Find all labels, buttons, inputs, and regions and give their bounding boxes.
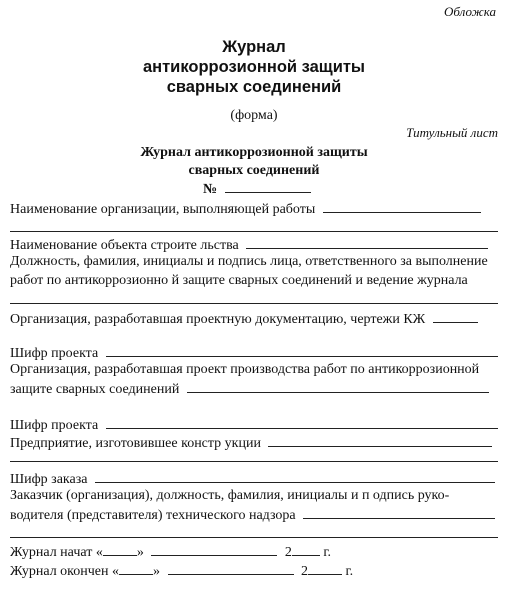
project-code-input-1[interactable]: [106, 344, 498, 357]
design-org-label: Организация, разработавшая проектную документацию, чертежи КЖ: [10, 312, 426, 327]
journal-title-line-3: сварных соединений: [166, 78, 342, 96]
header-title-line-2: сварных соединений: [188, 163, 320, 178]
ppr-org-label-1: Организация, разработавшая проект производства работ по антикоррозионной: [10, 362, 480, 377]
customer-input[interactable]: [303, 506, 495, 519]
journal-ended-label: Журнал окончен «: [10, 564, 120, 579]
project-code-label-2: Шифр проекта: [10, 418, 99, 433]
ppr-org-field: [10, 380, 489, 398]
journal-started-quote-close: »: [136, 545, 144, 560]
ppr-org-label-2: защите сварных соединений: [10, 382, 180, 397]
order-code-label: Шифр заказа: [10, 472, 88, 487]
journal-started-label: Журнал начат «: [10, 545, 103, 560]
journal-started-day-input[interactable]: [103, 543, 137, 556]
journal-ended-day-input[interactable]: [119, 562, 153, 575]
journal-title-line-2: антикоррозионной защиты: [142, 58, 366, 76]
number-field[interactable]: [225, 180, 311, 193]
number-label: №: [203, 182, 218, 197]
object-field: [10, 236, 488, 254]
project-code-field-2: [10, 416, 498, 434]
journal-ended-month-input[interactable]: [168, 562, 294, 575]
project-code-input-2[interactable]: [106, 416, 498, 429]
organization-label: Наименование организации, выполняющей работы: [10, 202, 316, 217]
object-label: Наименование объекта строите льства: [10, 238, 239, 253]
title-page-label: Титульный лист: [406, 125, 498, 140]
journal-ended-year-prefix: 2: [301, 564, 309, 579]
journal-ended-year-input[interactable]: [308, 562, 342, 575]
header-title-line-1: Журнал антикоррозионной защиты: [140, 145, 368, 160]
customer-line-2[interactable]: [10, 537, 498, 538]
organization-input[interactable]: [323, 200, 481, 213]
design-org-field: [10, 310, 478, 328]
journal-started-year-suffix: г.: [323, 545, 332, 560]
journal-started-year-prefix: 2: [284, 545, 292, 560]
journal-started-row: [10, 543, 331, 561]
journal-ended-year-suffix: г.: [345, 564, 354, 579]
object-input[interactable]: [246, 236, 488, 249]
project-code-field-1: [10, 344, 498, 362]
journal-started-month-input[interactable]: [151, 543, 277, 556]
responsible-input[interactable]: [10, 303, 498, 304]
journal-ended-quote-close: »: [153, 564, 161, 579]
journal-started-year-input[interactable]: [292, 543, 320, 556]
manufacturer-line-2[interactable]: [10, 461, 498, 462]
customer-field: [10, 506, 495, 524]
journal-ended-row: [10, 562, 353, 580]
organization-field: [10, 200, 481, 218]
order-code-input[interactable]: [95, 470, 495, 483]
responsible-label-2: работ по антикоррозионно й защите сварных соединений и ведение журнала: [10, 273, 468, 288]
form-label: (форма): [230, 108, 278, 123]
design-org-input[interactable]: [433, 310, 478, 323]
journal-title-line-1: Журнал: [222, 38, 286, 56]
cover-label: Обложка: [444, 4, 496, 19]
organization-line-2[interactable]: [10, 231, 498, 232]
ppr-org-input[interactable]: [187, 380, 489, 393]
customer-label-2: водителя (представителя) технического надзора: [10, 508, 296, 523]
project-code-label-1: Шифр проекта: [10, 346, 99, 361]
journal-number: [203, 180, 311, 198]
manufacturer-field: [10, 434, 492, 452]
manufacturer-label: Предприятие, изготовившее констр укции: [10, 436, 261, 451]
customer-label-1: Заказчик (организация), должность, фамилия, инициалы и п одпись руко-: [10, 488, 450, 503]
responsible-label-1: Должность, фамилия, инициалы и подпись лица, ответственного за выполнение: [10, 254, 488, 269]
order-code-field: [10, 470, 495, 488]
manufacturer-input[interactable]: [268, 434, 492, 447]
